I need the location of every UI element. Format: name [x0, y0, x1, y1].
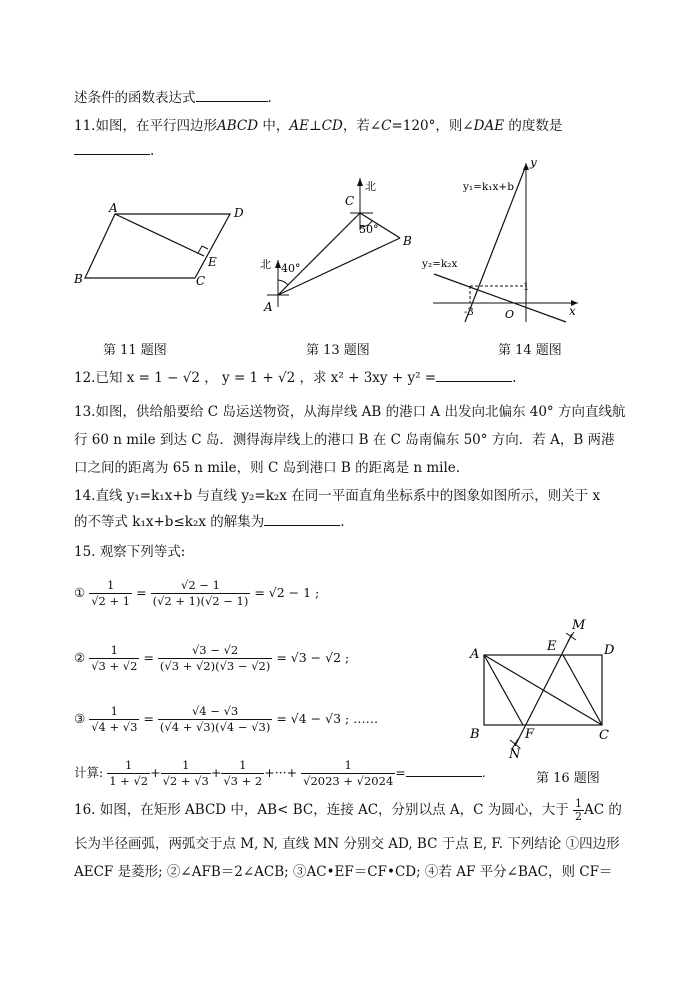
numerator: 1 [301, 758, 395, 774]
denominator: 1 + √2 [109, 774, 149, 788]
label-x: x [569, 304, 576, 318]
text: ⊥ [308, 118, 322, 134]
text: ，若∠ [342, 118, 382, 134]
label-A: A [109, 201, 118, 215]
text: + [210, 765, 222, 780]
denominator: √2023 + √2024 [303, 774, 394, 788]
denominator: √3 + 2 [223, 774, 263, 788]
text: = √2 − 1 ; [254, 585, 320, 600]
text: . [512, 370, 517, 386]
label-B: B [403, 234, 412, 248]
text: =120°，则∠ [391, 118, 474, 134]
text: AC 的 [584, 802, 622, 818]
label-E: E [208, 255, 217, 269]
denominator: √3 + √2 [91, 659, 138, 673]
numerator: 1 [89, 704, 139, 720]
label-M: M [572, 618, 586, 633]
numerator: √3 − √2 [158, 643, 272, 659]
label-N: N [509, 747, 521, 762]
caption-fig13: 第 13 题图 [306, 343, 370, 358]
label-origin: O [505, 308, 515, 321]
question-13-line3: 口之间的距离为 65 n mile，则 C 岛到港口 B 的距离是 n mile. [74, 460, 461, 476]
text: AE [289, 118, 309, 134]
caption-fig16: 第 16 题图 [536, 771, 600, 786]
question-14-line1: 14.直线 y₁=k₁x+b 与直线 y₂=k₂x 在同一平面直角坐标系中的图象如图所示，则关于 x [74, 488, 601, 504]
denominator: 2 [575, 810, 583, 823]
equation-3 [74, 704, 378, 735]
equation-1 [74, 578, 319, 609]
caption-fig11: 第 11 题图 [103, 343, 167, 358]
arrow-north-C [357, 178, 363, 186]
answer-blank[interactable] [436, 369, 512, 382]
fraction [89, 704, 139, 735]
label-A: A [264, 300, 273, 314]
question-12 [74, 366, 516, 386]
angle-arc-A [278, 280, 288, 285]
arc-mark-M [566, 632, 576, 641]
line-y2 [434, 274, 566, 322]
text: 12.已知 x = 1 − √2 ， y = 1 + √2 ，求 x² + 3xy + y² = [74, 370, 437, 386]
text: +···+ [264, 765, 298, 780]
numerator: 1 [575, 797, 583, 810]
answer-blank[interactable] [74, 142, 150, 155]
label-one: 1 [523, 282, 530, 293]
text: ③ [74, 711, 86, 726]
segment-AE [115, 214, 204, 256]
segment-AF [484, 655, 523, 725]
numerator: 1 [89, 643, 139, 659]
figure-13 [255, 175, 420, 315]
text: = [136, 585, 147, 600]
answer-blank[interactable] [196, 89, 268, 102]
fraction [89, 643, 139, 674]
text: . [150, 143, 155, 159]
text: 中， [258, 118, 290, 134]
text: 的不等式 k₁x+b≤k₂x 的解集为 [74, 514, 265, 530]
denominator: (√2 + 1)(√2 − 1) [152, 594, 249, 608]
numerator: 1 [161, 758, 211, 774]
right-angle-mark [198, 246, 208, 253]
text: 述条件的函数表达式 [74, 90, 196, 106]
equation-2 [74, 643, 349, 674]
fraction-half [573, 798, 584, 823]
denominator: (√3 + √2)(√3 − √2) [159, 659, 271, 673]
answer-blank[interactable] [406, 764, 482, 777]
text: DAE [473, 118, 505, 134]
text: . [481, 765, 486, 780]
fraction [151, 578, 251, 609]
text: = √3 − √2 ; [276, 650, 350, 665]
label-C: C [599, 728, 609, 743]
segment-AC [278, 213, 360, 295]
text: + [150, 765, 161, 780]
segment-EC [563, 655, 602, 725]
label-y: y [530, 160, 537, 169]
numerator: 1 [221, 758, 264, 774]
figure-14 [418, 160, 583, 325]
text: CD [321, 118, 343, 134]
figure-16 [462, 612, 628, 762]
label-north-C: 北 [365, 180, 376, 193]
text: . [267, 90, 272, 106]
label-F: F [525, 727, 535, 742]
question-16-line3: AECF 是菱形; ②∠AFB＝2∠ACB; ③AC•EF＝CF•CD; ④若 AF 平分∠BAC，则 CF＝ [74, 864, 613, 880]
text: ① [74, 585, 86, 600]
question-13-line1: 13.如图，供给船要给 C 岛运送物资，从海岸线 AB 的港口 A 出发向北偏东 40° 方向直线航 [74, 404, 626, 420]
label-line1: y₁=k₁x+b [463, 181, 514, 193]
text: ② [74, 650, 86, 665]
denominator: √2 + 1 [91, 594, 131, 608]
label-north-A: 北 [260, 258, 271, 271]
calculation-row [74, 758, 486, 789]
label-C: C [345, 194, 355, 208]
text: 16. 如图，在矩形 ABCD 中，AB< BC，连接 AC，分别以点 A，C 为圆心，大于 [74, 802, 569, 818]
question-11-answer [74, 142, 154, 159]
fraction [221, 758, 264, 789]
fraction [158, 643, 272, 674]
question-16-line1 [74, 798, 622, 823]
text: = [395, 765, 406, 780]
answer-blank[interactable] [264, 513, 340, 526]
text: C [381, 118, 392, 134]
line-0 [74, 86, 272, 106]
text: = [143, 650, 154, 665]
text: 11.如图，在平行四边形 [74, 118, 217, 134]
question-14-line2 [74, 510, 345, 530]
numerator: √2 − 1 [151, 578, 251, 594]
text: 的度数是 [504, 118, 563, 134]
denominator: √2 + √3 [162, 774, 209, 788]
label-line2: y₂=k₂x [422, 258, 458, 270]
y-arrow [523, 163, 529, 170]
label-B: B [470, 727, 480, 742]
label-C: C [196, 274, 206, 288]
line-MN [515, 634, 572, 746]
label-neg3: -3 [464, 307, 474, 318]
label-angle-50: 50° [359, 223, 379, 236]
text: ABCD [216, 118, 259, 134]
fraction [161, 758, 211, 789]
figure-11 [70, 200, 260, 295]
denominator: (√4 + √3)(√4 − √3) [159, 720, 271, 734]
question-13-line2: 行 60 n mile 到达 C 岛．测得海岸线上的港口 B 在 C 岛南偏东 50° 方向．若 A，B 两港 [74, 432, 615, 448]
fraction [158, 704, 272, 735]
text: 计算: [74, 765, 104, 780]
label-B: B [74, 272, 83, 286]
question-15-title: 15. 观察下列等式: [74, 544, 186, 560]
label-A: A [470, 647, 480, 662]
text: = √4 − √3 ; …… [276, 711, 379, 726]
question-11 [74, 114, 562, 134]
text: = [143, 711, 154, 726]
denominator: √4 + √3 [91, 720, 138, 734]
numerator: √4 − √3 [158, 704, 272, 720]
label-angle-40: 40° [281, 262, 301, 275]
label-D: D [234, 206, 244, 220]
label-E: E [547, 639, 557, 654]
label-D: D [604, 643, 615, 658]
fraction [301, 758, 395, 789]
question-16-line2: 长为半径画弧，两弧交于点 M, N, 直线 MN 分别交 AD, BC 于点 E, F. 下列结论 ①四边形 [74, 836, 620, 852]
caption-fig14: 第 14 题图 [498, 343, 562, 358]
fraction [89, 578, 132, 609]
numerator: 1 [89, 578, 132, 594]
numerator: 1 [107, 758, 150, 774]
text: . [340, 514, 345, 530]
fraction [107, 758, 150, 789]
